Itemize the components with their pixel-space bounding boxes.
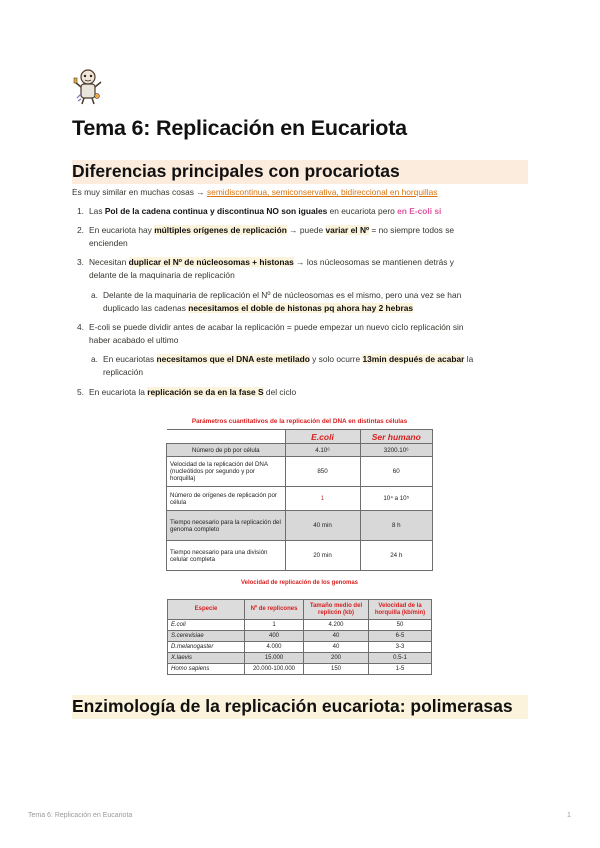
table-cell: 3-3: [369, 642, 432, 653]
table-header: Velocidad de la horquilla (kb/min): [369, 600, 432, 620]
text: Necesitan: [89, 257, 129, 267]
table-cell: 40 min: [285, 511, 360, 541]
table-cell: S.cerevisiae: [168, 631, 245, 642]
table-cell: 20.000-100.000: [245, 664, 304, 675]
table-cell: X.laevis: [168, 653, 245, 664]
table-cell: 40: [304, 631, 369, 642]
text: duplicado las cadenas: [103, 303, 189, 313]
table-header: Nº de replicones: [245, 600, 304, 620]
list-item-3a-cont: [103, 302, 413, 315]
highlight-text: necesitamos el doble de histonas pq ahora hay 2 hebras: [188, 303, 414, 313]
table-header: Ser humano: [360, 430, 433, 444]
text: → los núcleosomas se mantienen detrás y: [293, 257, 454, 267]
table-cell: 200: [304, 653, 369, 664]
text: Las: [89, 206, 105, 216]
table-cell: Homo sapiens: [168, 664, 245, 675]
text: = no siempre todos se: [369, 225, 455, 235]
table-cell: 4.200: [304, 620, 369, 631]
table-row: [167, 511, 433, 541]
table-cell: Tiempo necesario para una división celular completa: [167, 541, 286, 571]
table-cell: 15.000: [245, 653, 304, 664]
list-letter: a.: [91, 354, 98, 364]
list-number: 1.: [77, 206, 84, 216]
highlight-text: múltiples orígenes de replicación: [154, 225, 287, 235]
list-number: 5.: [77, 387, 84, 397]
text: del ciclo: [263, 387, 297, 397]
table-cell: E.coli: [168, 620, 245, 631]
table-header: Especie: [168, 600, 245, 620]
table-cell: 40: [304, 642, 369, 653]
footer-title: Tema 6: Replicación en Eucariota: [28, 812, 133, 819]
list-item-4a-cont: replicación: [103, 367, 144, 377]
table-caption: Parámetros cuantitativos de la replicación del DNA en distintas células: [167, 413, 433, 430]
pink-text: en E-coli si: [397, 206, 442, 216]
highlight-text: variar el Nº: [325, 225, 370, 235]
table-header: E.coli: [285, 430, 360, 444]
table-cell: 3200.10⁶: [360, 444, 433, 457]
table-cell: Número de pb por célula: [167, 444, 286, 457]
table-cell: 6-5: [369, 631, 432, 642]
table-cell: Tiempo necesario para la replicación del genoma completo: [167, 511, 286, 541]
table-cell: 0.5-1: [369, 653, 432, 664]
list-item-2: [77, 224, 454, 237]
table-cell: 400: [245, 631, 304, 642]
section-heading-polymerases: Enzimología de la replicación eucariota: polimerasas: [72, 696, 513, 716]
table-cell: Velocidad de la replicación del DNA (nucleótidos por segundo y por horquilla): [167, 457, 286, 487]
text: Delante de la maquinaria de replicación el Nº de núcleosomas es el mismo, pero una vez se han: [103, 290, 462, 300]
bold-text: Pol de la cadena continua y discontinua NO son iguales: [104, 206, 328, 216]
page-title: Tema 6: Replicación en Eucariota: [72, 116, 407, 140]
table-row: [168, 653, 432, 664]
list-item-4a: [91, 353, 473, 366]
table-row: [168, 620, 432, 631]
text: y solo ocurre: [309, 354, 363, 364]
intro-link[interactable]: semidiscontinua, semiconservativa, bidireccional en horquillas: [206, 187, 438, 197]
highlight-text: duplicar el Nº de núcleosomas + histonas: [128, 257, 294, 267]
table-row: [167, 444, 433, 457]
table-header-empty: [167, 430, 286, 444]
list-item-4-cont: haber acabado el ultimo: [89, 335, 179, 345]
highlight-text: 13min después de acabar: [362, 354, 465, 364]
highlight-text: replicación se da en la fase S: [147, 387, 264, 397]
table-row: [167, 457, 433, 487]
list-letter: a.: [91, 290, 98, 300]
highlight-text: necesitamos que el DNA este metilado: [156, 354, 310, 364]
table-row: [167, 541, 433, 571]
table-cell: D.melanogaster: [168, 642, 245, 653]
intro-text: Es muy similar en muchas cosas →: [72, 187, 205, 197]
list-number: 2.: [77, 225, 84, 235]
replication-parameters-table: [166, 413, 433, 571]
table-cell: 850: [285, 457, 360, 487]
list-item-3-cont: delante de la maquinaria de replicación: [89, 270, 235, 280]
text: En eucariota hay: [89, 225, 155, 235]
text: En eucariota la: [89, 387, 148, 397]
table-row: [168, 631, 432, 642]
table-cell: 1-5: [369, 664, 432, 675]
footer-page-number: 1: [567, 812, 571, 819]
table-row: [168, 664, 432, 675]
table-header: Tamaño medio del replicón (kb): [304, 600, 369, 620]
list-item-1: [77, 205, 441, 218]
list-item-4: [77, 321, 464, 334]
table-cell: 50: [369, 620, 432, 631]
list-number: 3.: [77, 257, 84, 267]
table-cell: 8 h: [360, 511, 433, 541]
list-item-2-cont: encienden: [89, 238, 128, 248]
list-item-3: [77, 256, 454, 269]
list-item-3a: [91, 289, 461, 302]
table-cell: 10⁴ a 10⁵: [360, 487, 433, 511]
table-cell: 1: [285, 487, 360, 511]
genome-replication-speed-table: [167, 577, 432, 675]
table-cell: 4.10⁶: [285, 444, 360, 457]
text: E-coli se puede dividir antes de acabar la replicación = puede empezar un nuevo ciclo replicación sin: [89, 322, 464, 332]
sloth-scientist-icon: [72, 68, 104, 106]
list-item-5: [77, 386, 296, 399]
text: En eucariotas: [103, 354, 157, 364]
table-row: [167, 487, 433, 511]
table-cell: 1: [245, 620, 304, 631]
table-cell: 150: [304, 664, 369, 675]
section-heading-differences: Diferencias principales con procariotas: [72, 161, 400, 181]
text: en eucariota pero: [327, 206, 398, 216]
table-cell: 60: [360, 457, 433, 487]
table-cell: 4.000: [245, 642, 304, 653]
text: → puede: [286, 225, 326, 235]
table-cell: 20 min: [285, 541, 360, 571]
intro-line: [72, 186, 437, 199]
table-cell: 24 h: [360, 541, 433, 571]
table-row: [168, 642, 432, 653]
table-cell: Número de orígenes de replicación por célula: [167, 487, 286, 511]
list-number: 4.: [77, 322, 84, 332]
table-caption: Velocidad de replicación de los genomas: [168, 577, 432, 600]
text: la: [464, 354, 474, 364]
